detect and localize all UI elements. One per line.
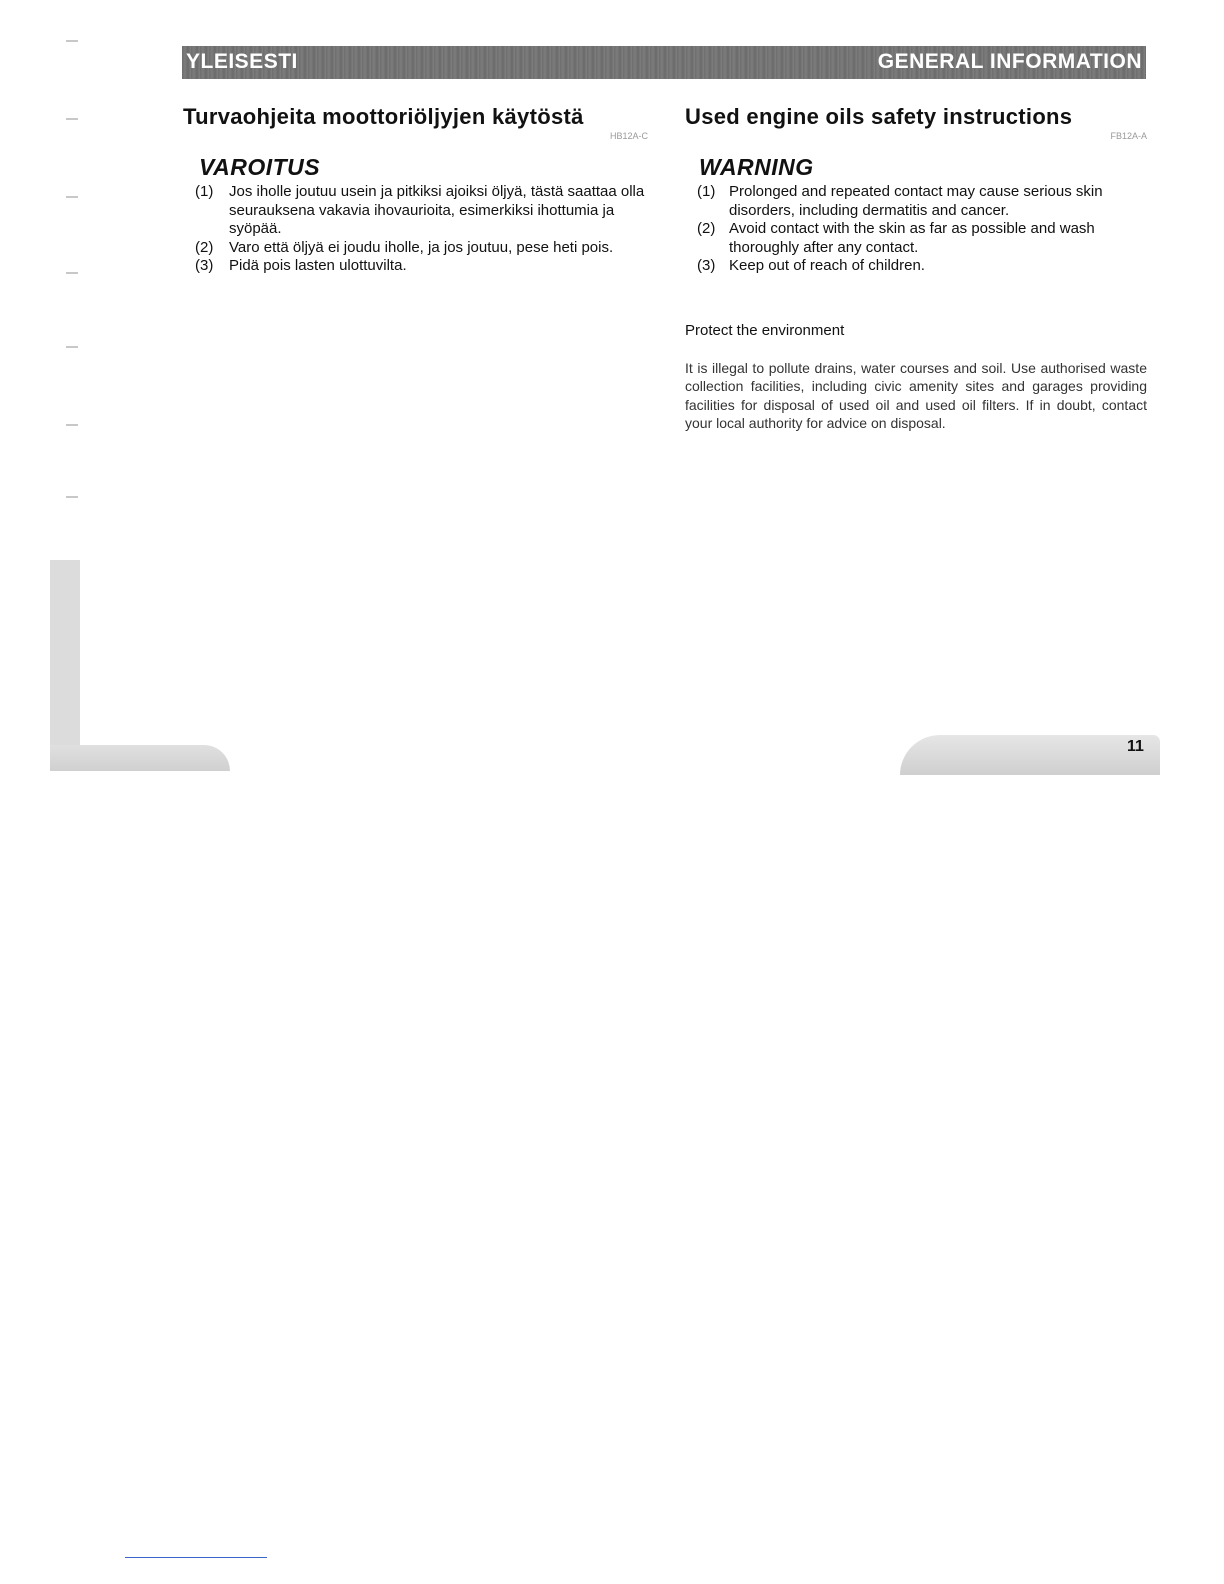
finnish-column	[183, 104, 648, 276]
section-title-finnish: YLEISESTI	[186, 50, 298, 73]
warning-list	[685, 183, 1147, 276]
warning-heading: WARNING	[699, 154, 814, 180]
binding-mark	[66, 272, 78, 274]
binding-mark	[66, 496, 78, 498]
english-column	[685, 104, 1147, 433]
section-title-english: GENERAL INFORMATION	[877, 50, 1142, 73]
page-edge-shadow	[50, 560, 80, 770]
item-text: Avoid contact with the skin as far as possible and wash thoroughly after any contact.	[729, 220, 1095, 256]
list-item	[183, 239, 648, 258]
item-number: (2)	[697, 220, 716, 237]
divider-line	[125, 1557, 267, 1558]
list-item	[183, 257, 648, 276]
item-number: (3)	[697, 257, 716, 274]
item-number: (3)	[195, 257, 214, 274]
english-title: Used engine oils safety instructions	[685, 104, 1073, 129]
binding-mark	[66, 424, 78, 426]
environment-heading: Protect the environment	[685, 321, 845, 339]
item-text: Varo että öljyä ei joudu iholle, ja jos joutuu, pese heti pois.	[229, 238, 614, 256]
page-edge-shadow	[900, 735, 1160, 775]
finnish-title: Turvaohjeita moottoriöljyjen käytöstä	[183, 104, 584, 129]
list-item	[685, 220, 1147, 257]
item-number: (1)	[697, 183, 716, 200]
warning-list	[183, 183, 648, 276]
list-item	[685, 257, 1147, 276]
section-header-bar	[182, 46, 1146, 79]
item-text: Jos iholle joutuu usein ja pitkiksi ajoiksi öljyä, tästä saattaa olla seurauksena vakavia ihovaurioita, esimerkiksi ihottumia ja syöpää.	[229, 183, 645, 237]
binding-mark	[66, 346, 78, 348]
item-text: Keep out of reach of children.	[729, 257, 925, 274]
warning-heading: VAROITUS	[199, 154, 321, 180]
item-text: Prolonged and repeated contact may cause serious skin disorders, including dermatitis and cancer.	[729, 183, 1103, 219]
list-item	[685, 183, 1147, 220]
page-number: 11	[1127, 738, 1144, 755]
item-number: (2)	[195, 238, 214, 256]
binding-mark	[66, 40, 78, 42]
reference-code: FB12A-A	[1110, 131, 1147, 141]
reference-code: HB12A-C	[609, 131, 648, 141]
environment-text: It is illegal to pollute drains, water courses and soil. Use authorised waste collection facilities, including civic amenity sites and garages providing facilities for disposal of used oil and used oil filters. If in doubt, contact your local authority for advice on disposal.	[685, 359, 1147, 431]
binding-mark	[66, 118, 78, 120]
item-number: (1)	[195, 183, 214, 200]
page-edge-shadow	[50, 745, 230, 771]
item-text: Pidä pois lasten ulottuvilta.	[229, 257, 407, 274]
binding-mark	[66, 196, 78, 198]
list-item	[183, 183, 648, 239]
